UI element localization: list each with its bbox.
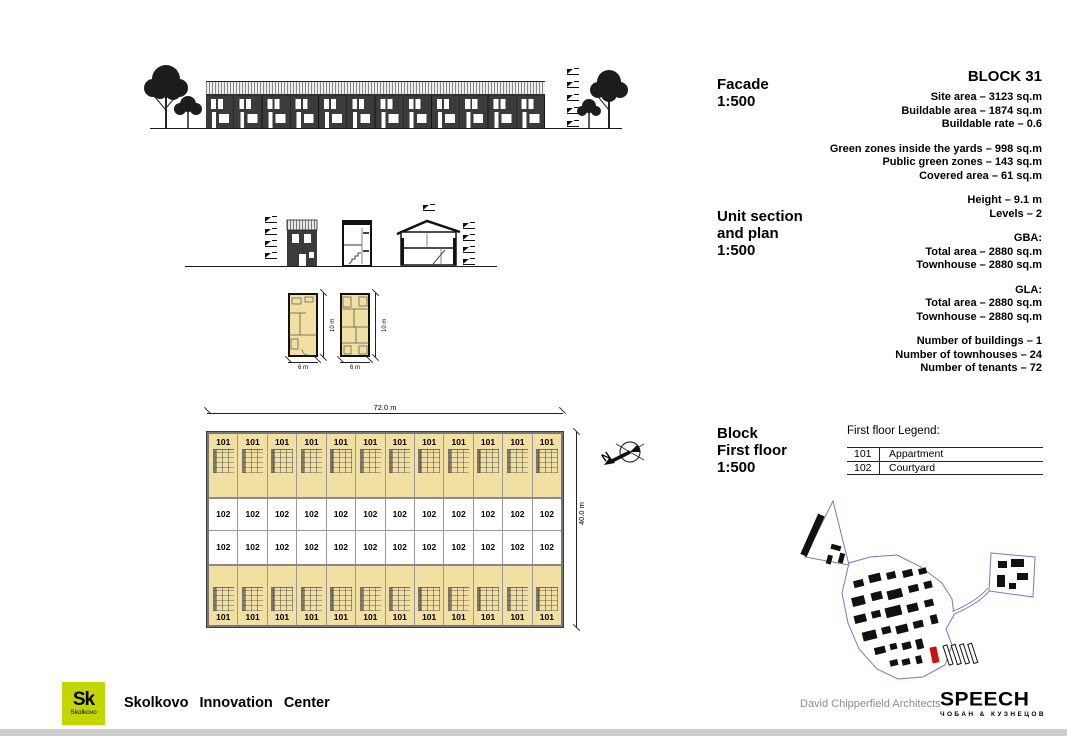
stats-line: Buildable area – 1874 sq.m — [901, 104, 1042, 117]
plan-unit-101 — [267, 434, 296, 497]
title-line: 1:500 — [717, 242, 756, 259]
unit-furniture-texture — [301, 587, 322, 611]
plan-unit-code: 102 — [392, 509, 407, 519]
plan-unit-102 — [209, 499, 237, 530]
stats-line: Height – 9.1 m — [967, 194, 1042, 206]
plan-unit-102 — [532, 499, 561, 530]
stats-line: Public green zones – 143 sq.m — [882, 156, 1042, 168]
plan-unit-101 — [209, 566, 237, 626]
stats-line: Number of buildings – 1 — [916, 335, 1042, 347]
first-floor-legend — [847, 425, 1043, 475]
unit-furniture-texture — [507, 587, 528, 611]
plan-unit-101 — [532, 434, 561, 497]
plan-unit-102 — [209, 531, 237, 564]
plan-unit-code: 101 — [363, 612, 378, 622]
plan-unit-102 — [443, 531, 472, 564]
plan-height-dim-line — [576, 432, 577, 627]
unit-furniture-texture — [477, 449, 498, 473]
stats-line: GBA: — [1013, 232, 1042, 244]
plan-unit-102 — [296, 499, 325, 530]
plan-unit-code: 102 — [363, 542, 378, 552]
stats-line: GLA: — [1015, 283, 1042, 296]
plan-unit-code: 101 — [333, 437, 348, 447]
legend-row — [847, 461, 1043, 475]
plan-unit-code: 101 — [274, 612, 290, 622]
plan-row-102 — [209, 530, 561, 564]
level-markers — [463, 222, 475, 265]
legend-code: 102 — [847, 462, 880, 475]
unit-section-drawings — [180, 200, 510, 275]
plan-unit-code: 102 — [245, 509, 260, 519]
plan-unit-101 — [326, 434, 355, 497]
plan-unit-code: 101 — [451, 437, 466, 447]
legend-table — [847, 447, 1043, 475]
plan-unit-code: 101 — [333, 612, 348, 622]
plan-unit-101 — [443, 434, 472, 497]
unit-furniture-texture — [389, 587, 410, 611]
legend-label: Courtyard — [889, 461, 936, 474]
unit-elevation-drawing — [287, 220, 317, 267]
plan-unit-101 — [355, 566, 384, 626]
unit-furniture-texture — [418, 587, 439, 611]
unit-furniture-texture — [301, 449, 322, 473]
stats-line: Buildable rate – 0.6 — [941, 118, 1042, 130]
ground-line — [150, 128, 622, 129]
legend-code: 101 — [847, 448, 880, 461]
plan-unit-code: 101 — [392, 612, 407, 622]
unit-furniture-texture — [271, 587, 292, 611]
unit-plan-width-dim: 6 m — [298, 365, 309, 371]
plan-unit-code: 102 — [451, 542, 466, 552]
level-markers — [265, 216, 277, 259]
unit-plan-height-dim: 10 m — [382, 318, 388, 332]
unit-furniture-texture — [242, 587, 263, 611]
plan-unit-101 — [326, 566, 355, 626]
stats-line: Number of townhouses – 24 — [895, 348, 1042, 361]
level-marker — [423, 204, 435, 211]
unit-plan-second-floor — [340, 293, 370, 357]
plan-unit-102 — [237, 499, 266, 530]
plan-unit-102 — [326, 499, 355, 530]
stats-line: Townhouse – 2880 sq.m — [916, 310, 1042, 323]
block-section-title — [717, 425, 787, 476]
unit-plan-dim-line — [340, 362, 370, 363]
stats-line: Green zones inside the yards – 998 sq.m — [829, 142, 1042, 155]
plan-unit-101 — [296, 566, 325, 626]
stats-line: Townhouse – 2880 sq.m — [916, 259, 1042, 271]
north-arrow-icon — [600, 430, 655, 468]
plan-unit-code: 102 — [422, 542, 437, 552]
plan-unit-code: 102 — [451, 509, 466, 519]
plan-unit-code: 101 — [274, 437, 290, 447]
facade-building — [206, 81, 545, 128]
unit-plan-first-floor — [288, 293, 318, 357]
tree-icon — [588, 66, 630, 128]
unit-roof-section-drawing — [397, 218, 460, 267]
legend-row — [847, 447, 1043, 461]
plan-unit-code: 101 — [216, 612, 231, 622]
plan-unit-code: 102 — [480, 509, 496, 519]
plan-unit-code: 102 — [480, 542, 496, 552]
plan-unit-102 — [473, 499, 502, 530]
plan-unit-102 — [443, 499, 472, 530]
plan-unit-code: 102 — [392, 542, 407, 552]
unit-plan-width-dim: 6 m — [350, 365, 361, 371]
plan-width-dim-line — [207, 413, 563, 414]
plan-unit-code: 102 — [304, 542, 319, 552]
plan-unit-code: 101 — [422, 437, 437, 447]
architect-credit: David Chipperfield Architects — [800, 698, 941, 710]
plan-unit-code: 101 — [422, 612, 437, 622]
plan-height-dim: 40.0 m — [577, 502, 586, 525]
speech-logo-name: SPEECH — [940, 688, 1030, 711]
plan-unit-101 — [414, 566, 443, 626]
plan-unit-code: 101 — [363, 437, 378, 447]
speech-logo-subtitle: ЧОБАН & КУЗНЕЦОВ — [940, 711, 1046, 718]
stats-line: Total area – 2880 sq.m — [925, 297, 1042, 309]
north-label: N — [599, 449, 614, 465]
unit-furniture-texture — [271, 449, 292, 473]
stats-line: Covered area – 61 sq.m — [919, 169, 1042, 182]
plan-unit-101 — [473, 566, 502, 626]
plan-unit-101 — [267, 566, 296, 626]
plan-unit-code: 101 — [539, 612, 554, 622]
plan-unit-101 — [502, 434, 531, 497]
plan-unit-102 — [385, 499, 414, 530]
unit-furniture-texture — [360, 587, 381, 611]
plan-unit-102 — [296, 531, 325, 564]
legend-title: First floor Legend: — [847, 425, 940, 437]
skolkovo-logo — [62, 682, 105, 725]
stats-line: Total area – 2880 sq.m — [925, 245, 1042, 258]
plan-unit-code: 102 — [422, 509, 437, 519]
plan-unit-101 — [385, 434, 414, 497]
unit-furniture-texture — [360, 449, 381, 473]
unit-plan-dim-line — [323, 293, 324, 357]
plan-unit-102 — [267, 531, 296, 564]
title-line: and plan — [717, 225, 779, 242]
plan-unit-code: 102 — [245, 542, 260, 552]
plan-unit-102 — [532, 531, 561, 564]
plan-unit-102 — [326, 531, 355, 564]
plan-unit-101 — [414, 434, 443, 497]
tree-icon — [170, 94, 206, 128]
plan-unit-code: 102 — [274, 509, 290, 519]
stats-line: Number of tenants – 72 — [920, 362, 1042, 374]
plan-unit-102 — [473, 531, 502, 564]
facade-parapet — [206, 82, 545, 96]
plan-unit-102 — [502, 499, 531, 530]
speech-logo — [940, 689, 1044, 718]
plan-unit-code: 101 — [480, 437, 496, 447]
page-bottom-edge — [0, 729, 1067, 736]
plan-unit-102 — [502, 531, 531, 564]
unit-furniture-texture — [330, 449, 351, 473]
plan-unit-102 — [355, 531, 384, 564]
unit-furniture-texture — [213, 449, 234, 473]
unit-plan-height-dim: 10 m — [330, 318, 336, 332]
plan-unit-code: 102 — [274, 542, 290, 552]
title-line: 1:500 — [717, 93, 756, 110]
site-map — [795, 497, 1048, 680]
block-title: BLOCK 31 — [967, 68, 1042, 85]
skolkovo-logo-caption: Skolkovo — [70, 709, 97, 716]
title-line: First floor — [717, 442, 787, 459]
block-plan-grid — [207, 432, 563, 627]
plan-unit-101 — [532, 566, 561, 626]
plan-unit-code: 101 — [245, 437, 260, 447]
unit-furniture-texture — [330, 587, 351, 611]
plan-unit-code: 101 — [510, 612, 525, 622]
unit-furniture-texture — [389, 449, 410, 473]
stats-group — [700, 284, 1042, 325]
plan-unit-102 — [267, 499, 296, 530]
plan-unit-102 — [355, 499, 384, 530]
title-line: Unit section — [717, 208, 803, 225]
plan-unit-101 — [209, 434, 237, 497]
unit-plan-dim-line — [288, 362, 318, 363]
plan-unit-code: 101 — [304, 612, 319, 622]
plan-unit-101 — [385, 566, 414, 626]
unit-section-drawing — [342, 220, 372, 267]
plan-row-102 — [209, 497, 561, 530]
legend-label: Appartment — [889, 448, 944, 460]
project-title: Skolkovo Innovation Center — [124, 695, 330, 711]
unit-furniture-texture — [448, 587, 469, 611]
plan-unit-code: 102 — [333, 542, 348, 552]
stats-group — [700, 143, 1042, 184]
unit-plan-dim-line — [375, 293, 376, 357]
skolkovo-logo-mark: Sk — [72, 689, 95, 710]
title-line: 1:500 — [717, 459, 756, 476]
plan-unit-102 — [237, 531, 266, 564]
plan-unit-code: 102 — [304, 509, 319, 519]
plan-unit-code: 102 — [539, 509, 554, 519]
plan-unit-code: 101 — [510, 437, 525, 447]
unit-section-title — [717, 208, 803, 259]
unit-furniture-texture — [536, 449, 557, 473]
stats-line: Site area – 3123 sq.m — [930, 91, 1042, 103]
facade-elevation-drawing — [140, 58, 636, 132]
stats-group — [700, 91, 1042, 132]
plan-unit-101 — [473, 434, 502, 497]
unit-floor-plans — [282, 290, 392, 375]
plan-unit-101 — [296, 434, 325, 497]
plan-unit-code: 101 — [216, 437, 231, 447]
plan-unit-101 — [502, 566, 531, 626]
unit-furniture-texture — [536, 587, 557, 611]
unit-furniture-texture — [477, 587, 498, 611]
plan-unit-101 — [237, 434, 266, 497]
title-line: Facade — [717, 76, 769, 93]
plan-unit-102 — [414, 499, 443, 530]
plan-unit-code: 102 — [333, 509, 348, 519]
plan-unit-code: 102 — [539, 542, 554, 552]
ground-line — [185, 266, 497, 267]
unit-furniture-texture — [418, 449, 439, 473]
title-line: Block — [717, 425, 758, 442]
plan-unit-code: 101 — [245, 612, 260, 622]
plan-unit-102 — [385, 531, 414, 564]
plan-unit-102 — [414, 531, 443, 564]
plan-unit-code: 101 — [480, 612, 496, 622]
plan-unit-code: 102 — [510, 509, 525, 519]
unit-furniture-texture — [213, 587, 234, 611]
stats-group — [700, 335, 1042, 376]
plan-unit-code: 102 — [216, 542, 231, 552]
plan-unit-code: 102 — [216, 509, 231, 519]
plan-unit-code: 102 — [363, 509, 378, 519]
plan-unit-code: 101 — [392, 437, 407, 447]
facade-module-joints — [206, 96, 545, 129]
plan-row-101 — [209, 434, 561, 497]
plan-unit-code: 101 — [304, 437, 319, 447]
stats-line: Levels – 2 — [989, 207, 1042, 220]
unit-furniture-texture — [242, 449, 263, 473]
unit-furniture-texture — [448, 449, 469, 473]
plan-unit-101 — [355, 434, 384, 497]
unit-furniture-texture — [507, 449, 528, 473]
plan-row-101 — [209, 564, 561, 626]
plan-unit-code: 101 — [539, 437, 554, 447]
plan-unit-code: 101 — [451, 612, 466, 622]
plan-unit-101 — [237, 566, 266, 626]
plan-unit-code: 102 — [510, 542, 525, 552]
plan-width-dim: 72.0 m — [373, 403, 397, 412]
plan-unit-101 — [443, 566, 472, 626]
